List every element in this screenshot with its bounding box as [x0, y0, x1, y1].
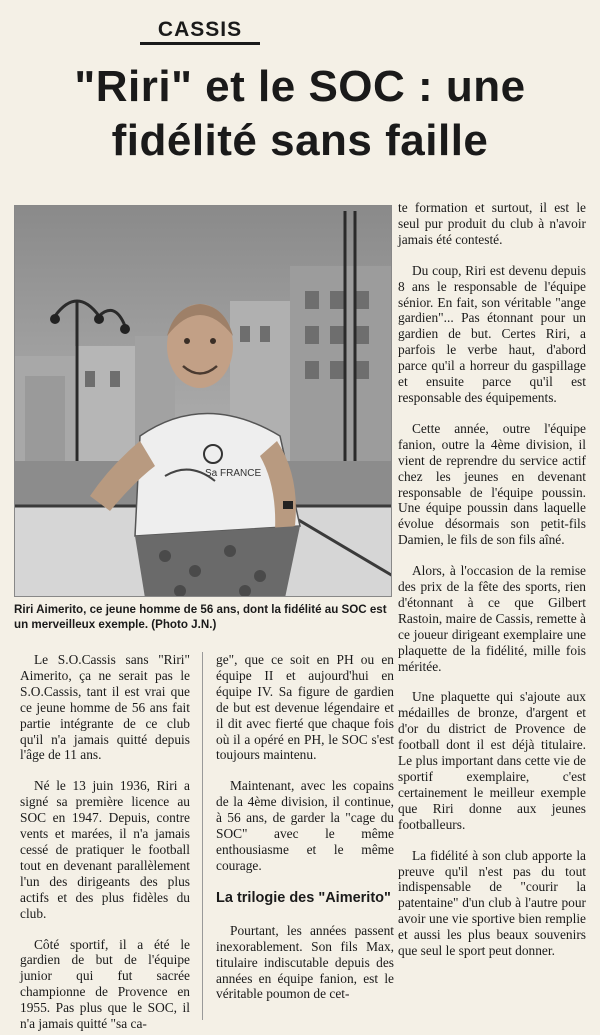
paragraph: Côté sportif, il a été le gardien de but de l'équipe junior qui fut sacrée championne de Provence en 1955. Pas plus que le SOC, il n'a jamais quitté "sa ca-	[20, 936, 190, 1032]
column-separator	[202, 652, 203, 1020]
section-kicker: CASSIS	[140, 18, 260, 45]
headline-line-1: "Riri" et le SOC : une	[74, 62, 526, 111]
subheading: La trilogie des "Aimerito"	[216, 889, 391, 906]
article-column-1	[20, 652, 190, 1035]
paragraph: te formation et surtout, il est le seul pur produit du club à n'avoir jamais été contesté.	[398, 200, 586, 247]
paragraph: Maintenant, avec les copains de la 4ème division, il continue, à 56 ans, de garder la "cage du SOC" avec le même enthousiasme et le même courage.	[216, 778, 394, 873]
article-photo	[14, 205, 392, 597]
headline-line-2: fidélité sans faille	[111, 116, 489, 165]
paragraph: La fidélité à son club apporte la preuve qu'il n'est pas du tout indispensable de "courir la patentaine" d'un club à l'autre pour avoir une vie sportive bien remplie et aussi les plus beaux souvenirs que seul le sport peut donner.	[398, 847, 586, 959]
paragraph: Cette année, outre l'équipe fanion, outre la 4ème division, il vient de reprendre du service actif chez les jeunes en devenant responsable de l'équipe poussin. Une équipe poussin dans laquelle évolue désormais son petit-fils Damien, le fils de son fils aîné.	[398, 420, 586, 548]
paragraph: ge", que ce soit en PH ou en équipe II et aujourd'hui en équipe IV. Sa figure de gardien de but est devenue légendaire et il dit avec fierté que chaque fois où il a opéré en PH, le SOC s'est toujours maintenu.	[216, 652, 394, 763]
paragraph: Né le 13 juin 1936, Riri a signé sa première licence au SOC en 1947. Depuis, contre vents et marées, il n'a jamais cessé de pratiquer le football tout en devenant parallèlement l'un des dirigeants des plus actifs et des plus fidèles du club.	[20, 778, 190, 921]
paragraph: Alors, à l'occasion de la remise des prix de la fête des sports, rien d'étonnant à ce que Gilbert Rastoin, maire de Cassis, remette à ce joueur dirigeant exemplaire une plaquette de la fidélité, mille fois méritée.	[398, 563, 586, 674]
headline	[10, 60, 590, 168]
article-column-2	[216, 652, 394, 1017]
paragraph: Une plaquette qui s'ajoute aux médailles de bronze, d'argent et d'or du district de Provence de football dont il est déjà titulaire. Le plus important dans cette vie de sportif exemplaire, c'est certainement le meilleur exemple que Riri donne aux jeunes footballeurs.	[398, 689, 586, 832]
paragraph: Du coup, Riri est devenu depuis 8 ans le responsable de l'équipe sénior. En fait, son véritable "ange gardien"... Pas étonnant pour un gardien de but. Certes Riri, a parfois le verbe haut, d'abord parce qu'il a horreur du gaspillage et ensuite parce qu'il est responsable des équipements.	[398, 262, 586, 405]
paragraph: Le S.O.Cassis sans "Riri" Aimerito, ça ne serait pas le S.O.Cassis, tant il est vrai que ce jeune homme de 56 ans fait partie intégrante de ce club qu'il n'a jamais quitté depuis l'âge de 11 ans.	[20, 652, 190, 763]
photo-caption: Riri Aimerito, ce jeune homme de 56 ans, dont la fidélité au SOC est un merveilleux exemple. (Photo J.N.)	[14, 603, 387, 631]
article-column-3	[398, 200, 586, 974]
photo-shirt-text: Sa FRANCE	[205, 468, 262, 479]
paragraph: Pourtant, les années passent inexorablement. Son fils Max, titulaire indiscutable depuis des années en équipe fanion, est le véritable poumon de cet-	[216, 922, 394, 1002]
